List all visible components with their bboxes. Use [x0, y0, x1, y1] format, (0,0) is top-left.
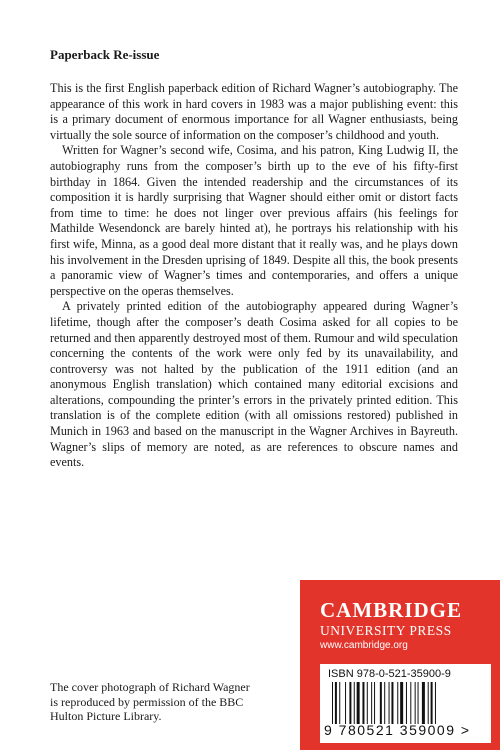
blurb-text: [50, 81, 458, 471]
publisher-panel: [300, 580, 500, 750]
blurb-paragraph-3: A privately printed edition of the autobiography appeared during Wagner’s lifetime, though after the composer’s death Cosima asked for all copies to be returned and then apparently destroyed most of them. Rumour and wild speculation concerning the contents of the work were only fed by its unavailability, and controversy was not halted by the publication of the 1911 edition (and an anonymous English translation) which contained many editorial excisions and alterations, compounding the printer’s errors in the privately printed edition. This translation is of the complete edition (with all omissions restored) published in Munich in 1963 and based on the manuscript in the Wagner Archives in Bayreuth. Wagner’s slips of memory are noted, as are references to obscure names and events.: [50, 299, 458, 470]
barcode-box: [320, 664, 491, 743]
barcode-digits: 9 780521 359009 >: [324, 722, 471, 738]
publisher-name: CAMBRIDGE: [320, 598, 463, 622]
cover-credit: The cover photograph of Richard Wagner is reproduced by permission of the BBC Hulton Picture Library.: [50, 680, 250, 723]
barcode-icon: [332, 682, 480, 724]
publisher-press: UNIVERSITY PRESS: [320, 623, 452, 638]
blurb-paragraph-1: This is the first English paperback edition of Richard Wagner’s autobiography. The appearance of this work in hard covers in 1983 was a major publishing event: this is a primary document of enormous importance for all Wagner enthusiasts, being virtually the sole source of information on the composer’s childhood and youth.: [50, 81, 458, 142]
publisher-url: www.cambridge.org: [320, 640, 408, 651]
blurb-paragraph-2: Written for Wagner’s second wife, Cosima, and his patron, King Ludwig II, the autobiography runs from the composer’s birth up to the eve of his fifty-first birthday in 1864. Given the intended readership and the circumstances of its composition it is hardly surprising that Wagner should either omit or distort facts from time to time: he does not linger over previous affairs (his feelings for Mathilde Wesendonck are barely hinted at), he portrays his relationship with his first wife, Minna, as a good deal more distant that it really was, and he plays down his involvement in the Dresden uprising of 1849. Despite all this, the book presents a panoramic view of Wagner’s times and contemporaries, and offers a unique perspective on the operas themselves.: [50, 143, 458, 298]
section-heading: Paperback Re-issue: [50, 47, 160, 62]
isbn-label: ISBN 978-0-521-35900-9: [328, 668, 451, 680]
